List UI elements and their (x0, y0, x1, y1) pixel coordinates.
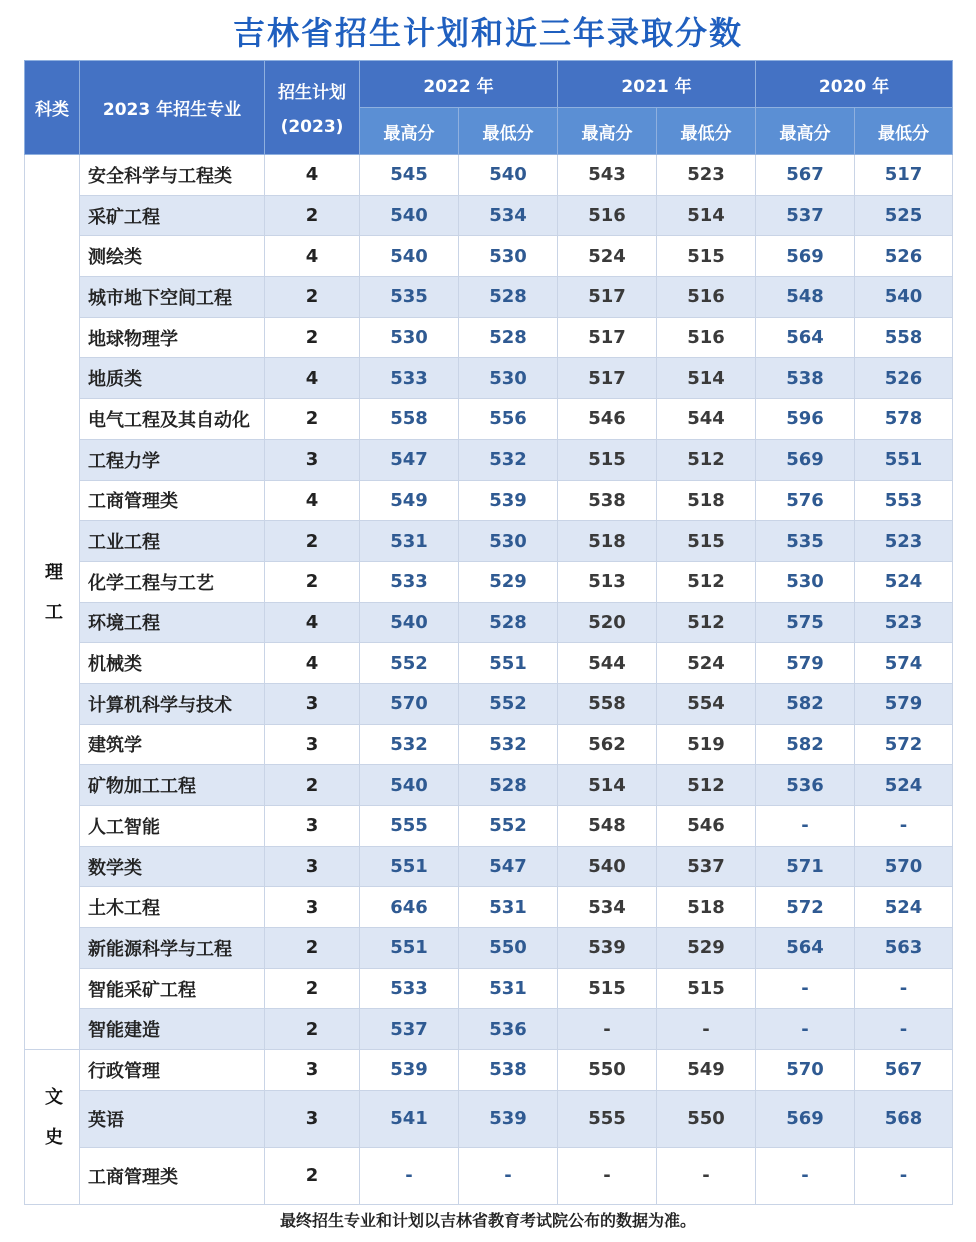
score-y2020-min: - (855, 1009, 953, 1050)
score-y2020-min: 578 (855, 399, 953, 440)
score-y2022-min: 539 (459, 480, 558, 521)
plan-count: 4 (265, 643, 360, 684)
plan-count: 4 (265, 358, 360, 399)
table-row (25, 1050, 953, 1091)
score-y2020-min: 570 (855, 846, 953, 887)
score-y2020-max: 530 (756, 561, 855, 602)
score-y2021-max: 543 (558, 155, 657, 196)
score-y2021-min: 515 (657, 236, 756, 277)
header-2020-max: 最高分 (756, 108, 855, 155)
score-y2020-min: 526 (855, 236, 953, 277)
major-name: 智能采矿工程 (80, 968, 265, 1009)
score-y2021-min: 537 (657, 846, 756, 887)
table-row (25, 439, 953, 480)
score-y2022-min: 551 (459, 643, 558, 684)
major-name: 测绘类 (80, 236, 265, 277)
score-y2022-min: 528 (459, 317, 558, 358)
score-y2022-min: 547 (459, 846, 558, 887)
score-y2020-max: 567 (756, 155, 855, 196)
plan-count: 2 (265, 928, 360, 969)
score-y2021-max: 517 (558, 317, 657, 358)
score-y2022-max: 533 (360, 358, 459, 399)
score-y2020-min: 563 (855, 928, 953, 969)
page-title: 吉林省招生计划和近三年录取分数 (232, 14, 743, 52)
plan-count: 3 (265, 724, 360, 765)
table-row (25, 1147, 953, 1204)
score-y2021-min: 524 (657, 643, 756, 684)
major-name: 工业工程 (80, 521, 265, 562)
score-y2022-min: 528 (459, 765, 558, 806)
score-y2021-min: 512 (657, 602, 756, 643)
major-name: 智能建造 (80, 1009, 265, 1050)
plan-count: 3 (265, 439, 360, 480)
major-name: 建筑学 (80, 724, 265, 765)
score-y2022-max: 545 (360, 155, 459, 196)
score-y2021-max: 520 (558, 602, 657, 643)
major-name: 人工智能 (80, 806, 265, 847)
score-y2020-min: 526 (855, 358, 953, 399)
score-y2022-min: 530 (459, 521, 558, 562)
major-name: 计算机科学与技术 (80, 683, 265, 724)
score-y2020-min: 525 (855, 195, 953, 236)
score-y2022-min: 529 (459, 561, 558, 602)
score-y2022-max: 530 (360, 317, 459, 358)
table-row (25, 561, 953, 602)
plan-count: 2 (265, 968, 360, 1009)
score-y2021-max: 550 (558, 1050, 657, 1091)
score-y2021-max: 517 (558, 358, 657, 399)
score-y2020-max: - (756, 806, 855, 847)
score-y2021-max: 518 (558, 521, 657, 562)
score-y2020-max: 538 (756, 358, 855, 399)
plan-count: 3 (265, 806, 360, 847)
score-y2021-max: 539 (558, 928, 657, 969)
score-y2020-max: 579 (756, 643, 855, 684)
score-y2022-max: 535 (360, 277, 459, 318)
major-name: 化学工程与工艺 (80, 561, 265, 602)
score-y2021-max: 514 (558, 765, 657, 806)
score-y2020-max: 569 (756, 1090, 855, 1147)
category-arts: 文史 (25, 1050, 80, 1205)
table-row (25, 846, 953, 887)
score-y2020-max: 596 (756, 399, 855, 440)
score-y2021-min: 549 (657, 1050, 756, 1091)
score-y2022-max: 552 (360, 643, 459, 684)
score-y2020-min: 572 (855, 724, 953, 765)
score-y2022-min: 552 (459, 806, 558, 847)
plan-count: 4 (265, 236, 360, 277)
table-row (25, 806, 953, 847)
score-y2022-min: 531 (459, 887, 558, 928)
score-y2020-min: 524 (855, 765, 953, 806)
header-plan-line2: (2023) (280, 117, 344, 137)
score-y2020-max: 569 (756, 236, 855, 277)
major-name: 城市地下空间工程 (80, 277, 265, 318)
score-y2020-max: 569 (756, 439, 855, 480)
major-name: 安全科学与工程类 (80, 155, 265, 196)
score-y2022-min: 528 (459, 277, 558, 318)
score-y2021-min: 514 (657, 358, 756, 399)
score-y2022-min: 532 (459, 439, 558, 480)
score-y2021-max: 544 (558, 643, 657, 684)
header-2022-max: 最高分 (360, 108, 459, 155)
plan-count: 3 (265, 1050, 360, 1091)
score-y2020-max: 570 (756, 1050, 855, 1091)
score-y2021-min: 546 (657, 806, 756, 847)
score-y2020-max: 572 (756, 887, 855, 928)
plan-count: 3 (265, 683, 360, 724)
table-row (25, 968, 953, 1009)
score-y2020-max: 564 (756, 317, 855, 358)
plan-count: 2 (265, 195, 360, 236)
table-row (25, 602, 953, 643)
score-y2022-max: 541 (360, 1090, 459, 1147)
score-y2022-max: 555 (360, 806, 459, 847)
table-row (25, 155, 953, 196)
plan-count: 4 (265, 480, 360, 521)
table-row (25, 195, 953, 236)
score-y2020-min: 553 (855, 480, 953, 521)
score-y2022-max: 539 (360, 1050, 459, 1091)
score-y2021-min: 516 (657, 317, 756, 358)
score-y2021-max: 515 (558, 968, 657, 1009)
plan-count: 2 (265, 521, 360, 562)
score-y2021-min: 514 (657, 195, 756, 236)
major-name: 环境工程 (80, 602, 265, 643)
score-y2022-max: - (360, 1147, 459, 1204)
score-y2020-min: - (855, 968, 953, 1009)
plan-count: 3 (265, 846, 360, 887)
score-y2022-min: 531 (459, 968, 558, 1009)
score-y2021-max: 558 (558, 683, 657, 724)
score-y2020-max: 564 (756, 928, 855, 969)
score-y2021-min: 512 (657, 765, 756, 806)
plan-count: 3 (265, 1090, 360, 1147)
score-y2021-max: 540 (558, 846, 657, 887)
score-y2021-max: - (558, 1147, 657, 1204)
score-y2021-max: 546 (558, 399, 657, 440)
score-y2021-max: 516 (558, 195, 657, 236)
score-y2021-min: 515 (657, 521, 756, 562)
header-2022-min: 最低分 (459, 108, 558, 155)
score-y2022-max: 540 (360, 236, 459, 277)
score-y2022-max: 537 (360, 1009, 459, 1050)
header-year-2020: 2020 年 (756, 61, 953, 108)
score-y2020-min: - (855, 806, 953, 847)
plan-count: 2 (265, 277, 360, 318)
score-y2021-min: - (657, 1147, 756, 1204)
header-plan-line1: 招生计划 (278, 83, 346, 103)
major-name: 工商管理类 (80, 480, 265, 521)
score-y2021-min: 516 (657, 277, 756, 318)
score-y2020-min: 523 (855, 521, 953, 562)
score-y2020-min: 558 (855, 317, 953, 358)
header-row-years (25, 61, 953, 108)
score-y2021-min: 554 (657, 683, 756, 724)
score-y2020-min: 568 (855, 1090, 953, 1147)
major-name: 行政管理 (80, 1050, 265, 1091)
score-y2022-max: 551 (360, 928, 459, 969)
score-y2020-min: 579 (855, 683, 953, 724)
score-y2020-max: - (756, 968, 855, 1009)
table-row (25, 521, 953, 562)
table-row (25, 236, 953, 277)
score-y2020-max: - (756, 1147, 855, 1204)
category-science: 理工 (25, 155, 80, 1050)
major-name: 采矿工程 (80, 195, 265, 236)
major-name: 英语 (80, 1090, 265, 1147)
score-y2021-max: 515 (558, 439, 657, 480)
score-y2021-min: - (657, 1009, 756, 1050)
table-row (25, 1009, 953, 1050)
table-row (25, 887, 953, 928)
score-y2020-max: 571 (756, 846, 855, 887)
score-y2021-min: 523 (657, 155, 756, 196)
admission-score-table (24, 60, 953, 1205)
table-row (25, 643, 953, 684)
score-y2020-min: - (855, 1147, 953, 1204)
score-y2020-max: 535 (756, 521, 855, 562)
score-y2021-min: 529 (657, 928, 756, 969)
table-row (25, 724, 953, 765)
score-y2020-min: 567 (855, 1050, 953, 1091)
score-y2022-min: 530 (459, 358, 558, 399)
score-y2021-max: 517 (558, 277, 657, 318)
major-name: 新能源科学与工程 (80, 928, 265, 969)
table-row (25, 277, 953, 318)
table-row (25, 480, 953, 521)
score-y2022-min: 532 (459, 724, 558, 765)
score-y2022-max: 570 (360, 683, 459, 724)
score-y2022-max: 646 (360, 887, 459, 928)
score-y2021-max: 534 (558, 887, 657, 928)
score-y2022-min: 528 (459, 602, 558, 643)
score-y2022-max: 551 (360, 846, 459, 887)
plan-count: 4 (265, 602, 360, 643)
header-2021-max: 最高分 (558, 108, 657, 155)
score-y2022-min: - (459, 1147, 558, 1204)
score-y2022-max: 533 (360, 561, 459, 602)
score-y2021-min: 512 (657, 439, 756, 480)
score-y2020-max: - (756, 1009, 855, 1050)
table-row (25, 1090, 953, 1147)
score-y2020-max: 576 (756, 480, 855, 521)
table-row (25, 358, 953, 399)
score-y2022-max: 549 (360, 480, 459, 521)
score-y2022-min: 550 (459, 928, 558, 969)
score-y2020-max: 548 (756, 277, 855, 318)
score-y2022-max: 558 (360, 399, 459, 440)
table-row (25, 683, 953, 724)
plan-count: 2 (265, 561, 360, 602)
table-body (25, 155, 953, 1205)
footer-note: 最终招生专业和计划以吉林省教育考试院公布的数据为准。 (279, 1211, 696, 1230)
header-plan (265, 61, 360, 155)
score-y2020-min: 517 (855, 155, 953, 196)
score-y2020-min: 523 (855, 602, 953, 643)
plan-count: 4 (265, 155, 360, 196)
score-y2022-max: 540 (360, 602, 459, 643)
score-y2020-max: 582 (756, 683, 855, 724)
score-y2021-min: 544 (657, 399, 756, 440)
score-y2020-min: 524 (855, 887, 953, 928)
major-name: 工商管理类 (80, 1147, 265, 1204)
score-y2020-max: 575 (756, 602, 855, 643)
major-name: 工程力学 (80, 439, 265, 480)
major-name: 电气工程及其自动化 (80, 399, 265, 440)
score-y2021-max: 548 (558, 806, 657, 847)
header-2021-min: 最低分 (657, 108, 756, 155)
header-year-2021: 2021 年 (558, 61, 756, 108)
plan-count: 2 (265, 399, 360, 440)
score-y2021-max: 524 (558, 236, 657, 277)
score-y2020-min: 540 (855, 277, 953, 318)
table-row (25, 765, 953, 806)
major-name: 机械类 (80, 643, 265, 684)
score-y2020-min: 524 (855, 561, 953, 602)
score-y2020-min: 551 (855, 439, 953, 480)
score-y2022-min: 530 (459, 236, 558, 277)
score-y2020-min: 574 (855, 643, 953, 684)
major-name: 地质类 (80, 358, 265, 399)
table-row (25, 928, 953, 969)
score-y2022-min: 538 (459, 1050, 558, 1091)
score-y2022-min: 536 (459, 1009, 558, 1050)
plan-count: 2 (265, 1147, 360, 1204)
plan-count: 2 (265, 1009, 360, 1050)
plan-count: 2 (265, 765, 360, 806)
score-y2020-max: 537 (756, 195, 855, 236)
score-y2022-min: 534 (459, 195, 558, 236)
score-y2021-min: 512 (657, 561, 756, 602)
header-major: 2023 年招生专业 (80, 61, 265, 155)
score-y2021-min: 519 (657, 724, 756, 765)
score-y2022-max: 532 (360, 724, 459, 765)
score-y2020-max: 536 (756, 765, 855, 806)
major-name: 矿物加工工程 (80, 765, 265, 806)
major-name: 数学类 (80, 846, 265, 887)
major-name: 土木工程 (80, 887, 265, 928)
score-y2021-min: 518 (657, 887, 756, 928)
score-y2022-min: 552 (459, 683, 558, 724)
score-y2022-min: 539 (459, 1090, 558, 1147)
score-y2021-max: - (558, 1009, 657, 1050)
score-y2021-min: 518 (657, 480, 756, 521)
table-row (25, 399, 953, 440)
score-y2021-max: 538 (558, 480, 657, 521)
score-y2022-max: 540 (360, 195, 459, 236)
score-y2022-max: 540 (360, 765, 459, 806)
score-y2022-max: 547 (360, 439, 459, 480)
score-y2022-min: 556 (459, 399, 558, 440)
score-y2021-min: 550 (657, 1090, 756, 1147)
score-y2020-max: 582 (756, 724, 855, 765)
header-year-2022: 2022 年 (360, 61, 558, 108)
score-y2021-max: 513 (558, 561, 657, 602)
plan-count: 3 (265, 887, 360, 928)
plan-count: 2 (265, 317, 360, 358)
score-y2022-max: 533 (360, 968, 459, 1009)
major-name: 地球物理学 (80, 317, 265, 358)
score-y2021-max: 562 (558, 724, 657, 765)
score-y2022-min: 540 (459, 155, 558, 196)
score-y2022-max: 531 (360, 521, 459, 562)
header-category: 科类 (25, 61, 80, 155)
table-row (25, 317, 953, 358)
score-y2021-max: 555 (558, 1090, 657, 1147)
score-y2021-min: 515 (657, 968, 756, 1009)
header-2020-min: 最低分 (855, 108, 953, 155)
